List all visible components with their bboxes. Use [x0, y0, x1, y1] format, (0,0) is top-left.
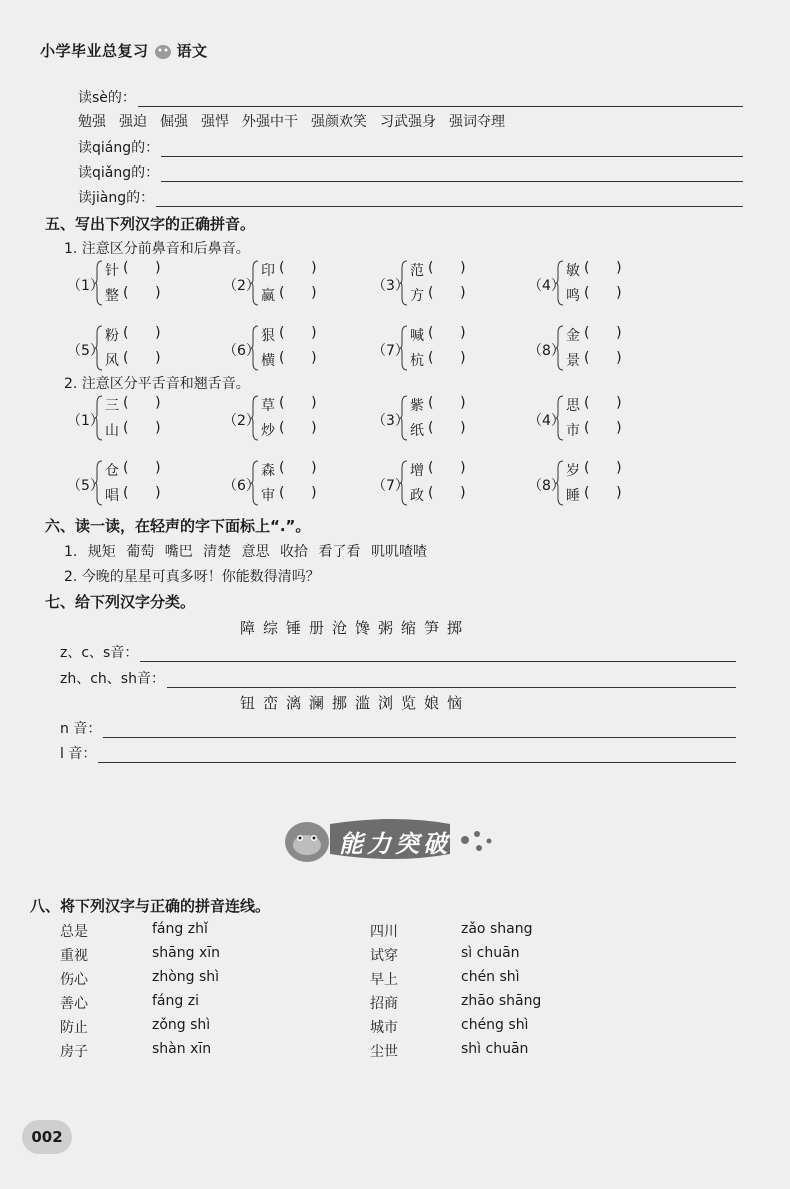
pinyin-answer-box[interactable]: ( ) — [123, 260, 161, 276]
brace-icon — [95, 395, 103, 441]
group-number: （5） — [67, 478, 104, 494]
group-char-top: 喊 — [410, 328, 424, 344]
pinyin-answer-box[interactable]: ( ) — [584, 395, 622, 411]
fill-row-qiang3: 读qiǎng的： — [78, 162, 743, 182]
pinyin-answer-box[interactable]: ( ) — [123, 395, 161, 411]
group-number: （5） — [67, 343, 104, 359]
group-char-top: 狠 — [261, 328, 275, 344]
group-char-bottom: 杭 — [410, 353, 424, 369]
brace-icon — [95, 260, 103, 306]
book-title: 小学毕业总复习 — [40, 42, 149, 60]
ability-breakthrough-banner — [275, 810, 515, 870]
section5-title: 五、写出下列汉字的正确拼音。 — [45, 215, 256, 233]
pinyin-answer-box[interactable]: ( ) — [279, 285, 317, 301]
pinyin-group — [528, 323, 648, 377]
pinyin-answer-box[interactable]: ( ) — [428, 485, 466, 501]
group-char-bottom: 审 — [261, 488, 275, 504]
group-char-bottom: 睡 — [566, 488, 580, 504]
pinyin-answer-box[interactable]: ( ) — [428, 350, 466, 366]
fill-row-zcs: z、c、s音： — [60, 642, 736, 662]
pinyin-answer-box[interactable]: ( ) — [279, 460, 317, 476]
pinyin-group — [67, 323, 187, 377]
brace-icon — [95, 460, 103, 506]
banner-text: 能力突破 — [339, 830, 451, 858]
left-pinyin[interactable]: zhòng shì — [152, 969, 220, 985]
group-char-bottom: 纸 — [410, 423, 424, 439]
right-word[interactable]: 试穿 — [370, 948, 398, 964]
pinyin-answer-box[interactable]: ( ) — [123, 350, 161, 366]
pinyin-answer-box[interactable]: ( ) — [279, 485, 317, 501]
answer-line[interactable] — [98, 748, 736, 763]
left-pinyin[interactable]: shàn xīn — [152, 1041, 212, 1057]
page-header — [40, 40, 208, 61]
left-word[interactable]: 房子 — [60, 1044, 88, 1060]
pinyin-answer-box[interactable]: ( ) — [428, 325, 466, 341]
group-char-bottom: 山 — [105, 423, 119, 439]
section6-title: 六、读一读，在轻声的字下面标上“.”。 — [45, 517, 311, 535]
group-number: （4） — [528, 278, 565, 294]
group-char-top: 岁 — [566, 463, 580, 479]
group-char-bottom: 赢 — [261, 288, 275, 304]
right-pinyin[interactable]: zǎo shang — [461, 921, 533, 937]
group-char-bottom: 炒 — [261, 423, 275, 439]
answer-line[interactable] — [161, 142, 743, 157]
pinyin-answer-box[interactable]: ( ) — [584, 460, 622, 476]
left-word[interactable]: 总是 — [60, 924, 88, 940]
group-char-top: 增 — [410, 463, 424, 479]
pinyin-group — [528, 458, 648, 512]
qiang-word-list: 勉强 强迫 倔强 强悍 外强中干 强颜欢笑 习武强身 强词夺理 — [78, 114, 505, 130]
section6-line2: 2. 今晚的星星可真多呀！你能数得清吗？ — [64, 569, 320, 585]
pinyin-answer-box[interactable]: ( ) — [123, 460, 161, 476]
group-number: （2） — [223, 278, 260, 294]
pinyin-group — [372, 393, 492, 447]
group-char-top: 印 — [261, 263, 275, 279]
fill-row-zhchsh: zh、ch、sh音： — [60, 668, 736, 688]
right-word[interactable]: 尘世 — [370, 1044, 398, 1060]
pinyin-group — [67, 258, 187, 312]
pinyin-group — [528, 393, 648, 447]
pinyin-group — [223, 258, 343, 312]
answer-line[interactable] — [156, 192, 743, 207]
pinyin-answer-box[interactable]: ( ) — [584, 285, 622, 301]
right-pinyin[interactable]: sì chuān — [461, 945, 520, 961]
group-number: （1） — [67, 413, 104, 429]
fill-row-l: l 音： — [60, 743, 736, 763]
group-char-top: 粉 — [105, 328, 119, 344]
brace-icon — [251, 325, 259, 371]
brace-icon — [556, 460, 564, 506]
section5-part2-title: 2. 注意区分平舌音和翘舌音。 — [64, 376, 250, 392]
section7-chars2: 钮峦漓澜挪滥浏览娘恼 — [240, 694, 471, 712]
group-char-top: 三 — [105, 398, 119, 414]
brace-icon — [400, 395, 408, 441]
pinyin-group — [372, 258, 492, 312]
right-word[interactable]: 四川 — [370, 924, 398, 940]
answer-line[interactable] — [138, 92, 743, 107]
pinyin-answer-box[interactable]: ( ) — [123, 325, 161, 341]
group-number: （7） — [372, 478, 409, 494]
group-char-bottom: 唱 — [105, 488, 119, 504]
group-number: （3） — [372, 278, 409, 294]
brace-icon — [251, 395, 259, 441]
pinyin-answer-box[interactable]: ( ) — [123, 485, 161, 501]
group-number: （8） — [528, 343, 565, 359]
pinyin-answer-box[interactable]: ( ) — [428, 420, 466, 436]
group-number: （3） — [372, 413, 409, 429]
right-pinyin[interactable]: chéng shì — [461, 1017, 529, 1033]
group-char-top: 森 — [261, 463, 275, 479]
group-number: （7） — [372, 343, 409, 359]
group-char-bottom: 风 — [105, 353, 119, 369]
group-char-top: 范 — [410, 263, 424, 279]
pinyin-answer-box[interactable]: ( ) — [123, 285, 161, 301]
pinyin-answer-box[interactable]: ( ) — [279, 395, 317, 411]
pinyin-answer-box[interactable]: ( ) — [584, 325, 622, 341]
brace-icon — [400, 460, 408, 506]
group-char-top: 针 — [105, 263, 119, 279]
left-word[interactable]: 善心 — [60, 996, 88, 1012]
pinyin-answer-box[interactable]: ( ) — [584, 350, 622, 366]
brace-icon — [95, 325, 103, 371]
pinyin-answer-box[interactable]: ( ) — [279, 420, 317, 436]
group-char-top: 草 — [261, 398, 275, 414]
section7-chars1: 障综锤册沧馋粥缩笋掷 — [240, 619, 471, 637]
brace-icon — [400, 260, 408, 306]
right-pinyin[interactable]: shì chuān — [461, 1041, 529, 1057]
brace-icon — [251, 260, 259, 306]
pinyin-group — [67, 458, 187, 512]
answer-line[interactable] — [167, 673, 736, 688]
group-number: （2） — [223, 413, 260, 429]
left-pinyin[interactable]: fáng zi — [152, 993, 199, 1009]
answer-line[interactable] — [161, 167, 743, 182]
pinyin-answer-box[interactable]: ( ) — [279, 350, 317, 366]
right-word[interactable]: 城市 — [370, 1020, 398, 1036]
brace-icon — [556, 325, 564, 371]
fill-row-jiang: 读jiàng的： — [78, 187, 743, 207]
pinyin-answer-box[interactable]: ( ) — [428, 285, 466, 301]
pinyin-group — [372, 323, 492, 377]
left-word[interactable]: 重视 — [60, 948, 88, 964]
section5-part1-title: 1. 注意区分前鼻音和后鼻音。 — [64, 241, 250, 257]
group-char-top: 紫 — [410, 398, 424, 414]
right-pinyin[interactable]: zhāo shāng — [461, 993, 542, 1009]
section8-title: 八、将下列汉字与正确的拼音连线。 — [30, 897, 271, 915]
group-char-top: 仓 — [105, 463, 119, 479]
pinyin-group — [223, 458, 343, 512]
page-number: 002 — [22, 1120, 72, 1154]
left-pinyin[interactable]: fáng zhǐ — [152, 921, 208, 937]
group-number: （6） — [223, 478, 260, 494]
right-pinyin[interactable]: chén shì — [461, 969, 520, 985]
answer-line[interactable] — [140, 647, 736, 662]
group-number: （4） — [528, 413, 565, 429]
pinyin-answer-box[interactable]: ( ) — [584, 485, 622, 501]
brace-icon — [251, 460, 259, 506]
group-number: （1） — [67, 278, 104, 294]
group-char-top: 金 — [566, 328, 580, 344]
group-char-bottom: 鸣 — [566, 288, 580, 304]
left-word[interactable]: 防止 — [60, 1020, 88, 1036]
pinyin-group — [528, 258, 648, 312]
fill-row-n: n 音： — [60, 718, 736, 738]
pinyin-answer-box[interactable]: ( ) — [428, 460, 466, 476]
pinyin-group — [372, 458, 492, 512]
pinyin-group — [67, 393, 187, 447]
pinyin-answer-box[interactable]: ( ) — [584, 420, 622, 436]
group-char-top: 敏 — [566, 263, 580, 279]
pinyin-answer-box[interactable]: ( ) — [584, 260, 622, 276]
group-char-bottom: 政 — [410, 488, 424, 504]
group-char-bottom: 横 — [261, 353, 275, 369]
section6-line1: 1. 规矩 葡萄 嘴巴 清楚 意思 收拾 看了看 叽叽喳喳 — [64, 544, 427, 560]
pinyin-answer-box[interactable]: ( ) — [123, 420, 161, 436]
group-char-bottom: 方 — [410, 288, 424, 304]
right-word[interactable]: 早上 — [370, 972, 398, 988]
brace-icon — [556, 260, 564, 306]
pinyin-group — [223, 393, 343, 447]
pinyin-answer-box[interactable]: ( ) — [279, 325, 317, 341]
right-word[interactable]: 招商 — [370, 996, 398, 1012]
subject-label: 语文 — [176, 42, 208, 60]
left-word[interactable]: 伤心 — [60, 972, 88, 988]
group-char-bottom: 景 — [566, 353, 580, 369]
group-number: （6） — [223, 343, 260, 359]
brace-icon — [556, 395, 564, 441]
mascot-icon — [153, 42, 173, 60]
pinyin-answer-box[interactable]: ( ) — [279, 260, 317, 276]
section7-title: 七、给下列汉字分类。 — [45, 593, 196, 611]
group-number: （8） — [528, 478, 565, 494]
fill-row-qiang2: 读qiáng的： — [78, 137, 743, 157]
fill-row-se: 读sè的： — [78, 87, 743, 107]
pinyin-group — [223, 323, 343, 377]
group-char-top: 思 — [566, 398, 580, 414]
pinyin-answer-box[interactable]: ( ) — [428, 395, 466, 411]
brace-icon — [400, 325, 408, 371]
left-pinyin[interactable]: shāng xīn — [152, 945, 221, 961]
pinyin-answer-box[interactable]: ( ) — [428, 260, 466, 276]
group-char-bottom: 市 — [566, 423, 580, 439]
answer-line[interactable] — [103, 723, 736, 738]
left-pinyin[interactable]: zǒng shì — [152, 1017, 211, 1033]
group-char-bottom: 整 — [105, 288, 119, 304]
